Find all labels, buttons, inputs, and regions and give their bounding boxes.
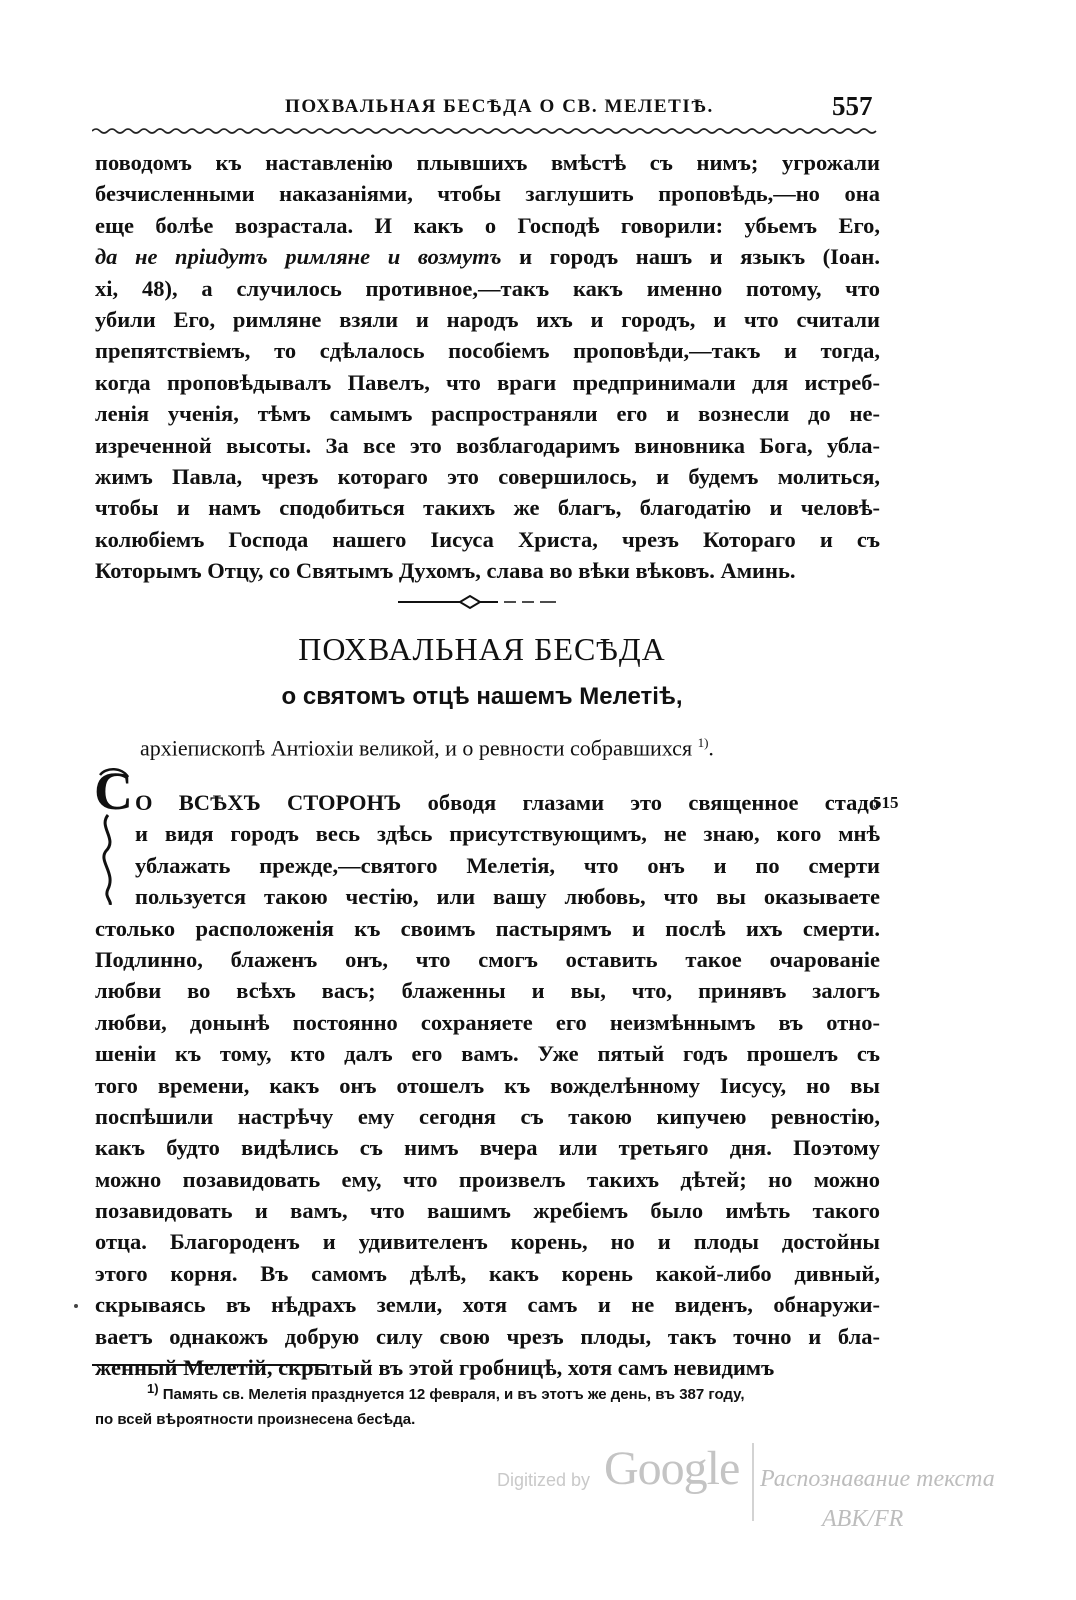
text-line: Подлинно, блаженъ онъ, что смогъ оставить такое очарованіе [95,946,880,972]
print-speck [74,1304,78,1308]
text-line: убили Его, римляне взяли и народъ ихъ и городъ, и что считали [95,306,880,332]
text-line: препятствіемъ, то сдѣлалось пособіемъ проповѣди,—такъ и тогда, [95,338,880,364]
footnote-mark: 1) [147,1381,159,1396]
text-line: отца. Благороденъ и удивителенъ корень, но и плоды достойны [95,1229,880,1255]
sermon-occasion [140,735,840,761]
text-line: чтобы и намъ сподобиться такихъ же благъ, благодатію и человѣ- [95,495,880,521]
margin-reference-number: 515 [873,793,899,812]
footnote [95,1376,880,1432]
text-line: Которымъ Отцу, со Святымъ Духомъ, слава во вѣки вѣковъ. Аминь. [95,558,796,584]
ocr-credit: Распознавание текста [760,1466,995,1492]
watermark-separator [752,1443,754,1521]
footnote-text: Память св. Мелетія празднуется 12 февраля, и въ этотъ же день, въ 387 году, [158,1386,745,1403]
header-wavy-rule [92,126,880,136]
drop-cap-letter: С [94,765,133,821]
text-line: позавидовать и вамъ, что вашимъ жребіемъ было имѣть такого [95,1198,880,1224]
text-line: еще болѣе возрастала. И какъ о Господѣ говорили: убьемъ Его, [95,212,880,238]
text-line: ленія ученія, тѣмъ самымъ распространяли его и вознесли до не- [95,401,880,427]
text-line-rest: и городъ нашъ и языкъ (Іоан. [501,244,880,270]
sermon-title: ПОХВАЛЬНАЯ БЕСѢДА [298,631,666,667]
text-line: этого корня. Въ самомъ дѣлѣ, какъ корень какой-либо дивный, [95,1260,880,1286]
text-line: любви, донынѣ постоянно сохраняете его неизмѣннымъ въ отно- [95,1009,880,1035]
text-line: пользуется такою честію, или вашу любовь, что вы оказываете [135,884,880,910]
occasion-period: . [708,735,714,761]
text-line: и видя городъ весь здѣсь присутствующимъ, не знаю, кого мнѣ [135,821,880,847]
google-logo: Google [604,1442,740,1495]
section-divider-ornament [398,592,560,612]
text-line: жимъ Павла, чрезъ котораго это совершилось, и будемъ молиться, [95,463,880,489]
text-line: безчисленными наказаніями, чтобы заглушить проповѣдь,—но она [95,181,880,207]
page-number: 557 [832,91,873,121]
text-line: шеніи къ тому, кто далъ его вамъ. Уже пятый годъ прошелъ съ [95,1041,880,1067]
text-line: столько расположенія къ своимъ пастырямъ и послѣ ихъ смерти. [95,915,880,941]
text-line: когда проповѣдывалъ Павелъ, что враги предпринимали для истреб- [95,369,880,395]
text-line: колюбіемъ Господа нашего Іисуса Христа, чрезъ Котораго и съ [95,526,880,552]
text-line: того времени, какъ онъ отошелъ къ вожделѣнному Іисусу, но вы [95,1072,880,1098]
running-title: ПОХВАЛЬНАЯ БЕСѢДА О СВ. МЕЛЕТІѢ. [285,96,714,117]
text-line: изреченной высоты. За все это возблагодаримъ виновника Бога, убла- [95,432,880,458]
text-line: женный Мелетій, скрытый въ этой гробницѣ, хотя самъ невидимъ [95,1355,775,1381]
text-line: ублажать прежде,—святого Мелетія, что онъ и по смерти [135,852,880,878]
italic-quotation: да не пріидутъ римляне и возмутъ [95,244,502,270]
text-line-with-italic [95,241,880,272]
text-line: скрываясь въ нѣдрахъ земли, хотя самъ и не виденъ, обнаружи- [95,1292,880,1318]
footnote-reference: 1) [697,735,709,750]
footnote-line [95,1376,880,1407]
text-line: О ВСѢХЪ СТОРОНЪ обводя глазами это священное стадо [135,790,880,815]
occasion-text: архіепископѣ Антіохіи великой, и о ревности собравшихся [140,735,693,761]
footnote-rule [92,1364,327,1366]
text-line: любви во всѣхъ васъ; блаженны и вы, что, принявъ залогъ [95,978,880,1004]
continuation-text [95,147,880,586]
ocr-author: ABK/FR [822,1506,904,1532]
sermon-body-text [95,787,880,1383]
text-line: поспѣшили настрѣчу ему сегодня съ такою кипучею ревностію, [95,1103,880,1129]
text-line: поводомъ къ наставленію плывшихъ вмѣстѣ съ нимъ; угрожали [95,150,880,175]
sermon-subtitle: о святомъ отцѣ нашемъ Мелетіѣ, [281,683,683,710]
text-line: ваетъ однакожъ добрую силу свою чрезъ плоды, такъ точно и бла- [95,1323,880,1349]
footnote-line: по всей вѣроятности произнесена бесѣда. [95,1411,416,1428]
digitized-by-label: Digitized by [497,1470,591,1490]
text-line: xi, 48), а случилось противное,—такъ какъ именно потому, что [95,275,880,301]
text-line: какъ будто видѣлись съ нимъ вчера или третьяго дня. Поэтому [95,1135,880,1161]
text-line: можно позавидовать ему, что произвелъ такихъ дѣтей; но можно [95,1166,880,1192]
